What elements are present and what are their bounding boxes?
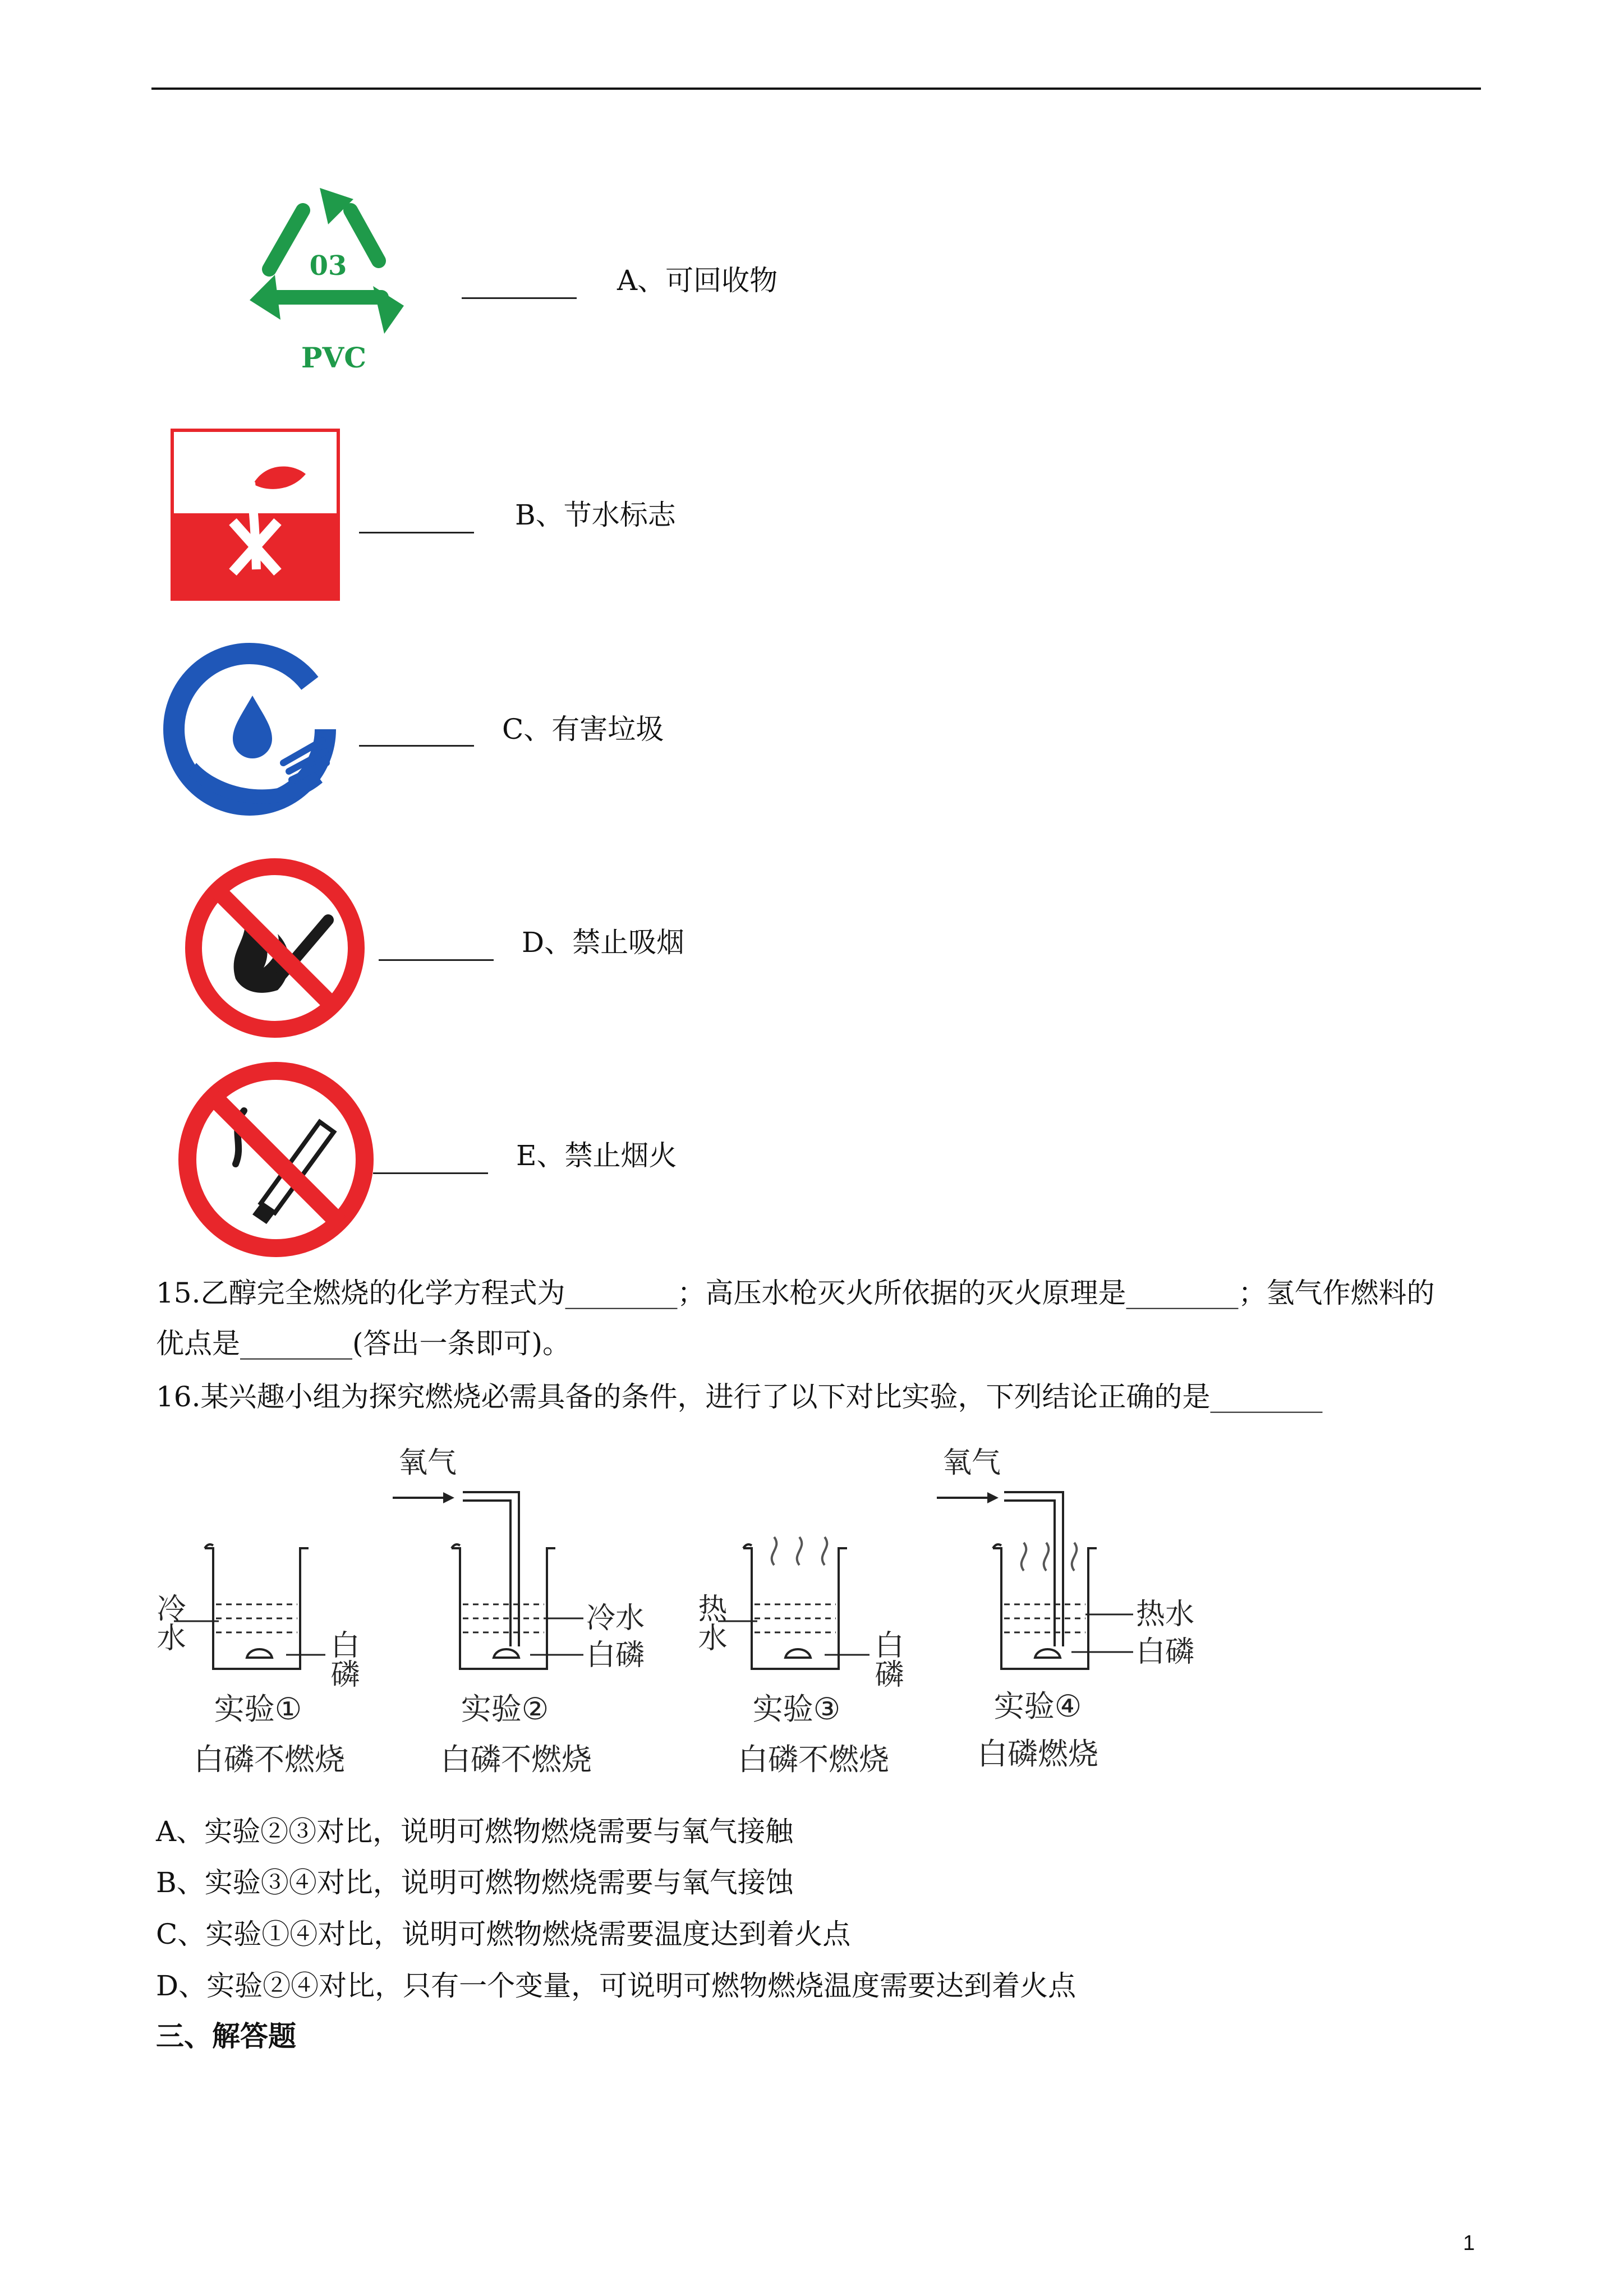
pvc-recycling-icon [236, 177, 421, 379]
q16-option-d: D、实验②④对比，只有一个变量，可说明可燃物燃烧温度需要达到着火点 [156, 1970, 1076, 2002]
exp2-result: 白磷不燃烧 [440, 1742, 592, 1777]
option-b: B、节水标志 [515, 499, 676, 531]
page-number: 1 [1463, 2231, 1475, 2255]
answer-blank-c[interactable] [359, 745, 474, 747]
exp3-title: 实验③ [752, 1691, 841, 1727]
pvc-code: 03 [309, 250, 347, 282]
answer-blank-d[interactable] [379, 959, 494, 961]
exp4-result: 白磷燃烧 [977, 1736, 1098, 1772]
exp4-water-label: 热水 [1136, 1598, 1195, 1631]
option-e: E、禁止烟火 [516, 1139, 677, 1172]
experiment-2 [393, 1446, 645, 1777]
option-a: A、可回收物 [617, 264, 778, 297]
exp3-result: 白磷不燃烧 [738, 1742, 889, 1777]
option-d: D、禁止吸烟 [522, 926, 685, 959]
no-fire-icon [182, 855, 367, 1041]
no-smoking-icon [177, 1060, 376, 1259]
q15-line1: 15.乙醇完全燃烧的化学方程式为________；高压水枪灭火所依据的灭火原理是________；氢气作燃料的 [156, 1277, 1435, 1309]
answer-blank-b[interactable] [359, 532, 474, 533]
exp2-title: 实验② [461, 1691, 549, 1727]
header-rule [151, 88, 1481, 90]
pvc-material: PVC [301, 341, 367, 374]
q15-line2: 优点是________(答出一条即可)。 [156, 1327, 571, 1360]
exp1-result: 白磷不燃烧 [194, 1742, 345, 1777]
exp2-water-label: 冷水 [586, 1602, 645, 1635]
q16-option-b: B、实验③④对比，说明可燃物燃烧需要与氧气接蚀 [156, 1866, 794, 1899]
experiment-1 [151, 1544, 359, 1777]
section-heading: 三、解答题 [156, 2019, 296, 2053]
exp4-title: 实验④ [993, 1688, 1082, 1724]
combustion-experiment-diagram [151, 1436, 1223, 1795]
experiment-4 [937, 1446, 1194, 1772]
exp4-oxygen-label: 氧气 [942, 1446, 1001, 1480]
answer-blank-a[interactable] [462, 297, 577, 299]
exp1-phos-label: 白磷 [325, 1630, 359, 1688]
exp1-water-label: 冷水 [151, 1593, 185, 1651]
exp2-oxygen-label: 氧气 [398, 1446, 457, 1480]
answer-blank-e[interactable] [373, 1172, 488, 1174]
water-saving-plant-icon [171, 429, 339, 600]
exp1-title: 实验① [214, 1691, 302, 1727]
exp4-phos-label: 白磷 [1136, 1635, 1195, 1669]
exp3-phos-label: 白磷 [869, 1630, 903, 1688]
q16-stem: 16.某兴趣小组为探究燃烧必需具备的条件，进行了以下对比实验，下列结论正确的是________ [156, 1381, 1323, 1413]
exp3-water-label: 热水 [693, 1593, 726, 1651]
water-drop-hand-icon [163, 642, 337, 816]
q16-option-c: C、实验①④对比，说明可燃物燃烧需要温度达到着火点 [156, 1918, 851, 1950]
option-c: C、有害垃圾 [502, 713, 664, 746]
exp2-phos-label: 白磷 [586, 1639, 645, 1672]
q16-option-a: A、实验②③对比，说明可燃物燃烧需要与氧气接触 [156, 1815, 794, 1848]
experiment-3 [693, 1537, 903, 1777]
